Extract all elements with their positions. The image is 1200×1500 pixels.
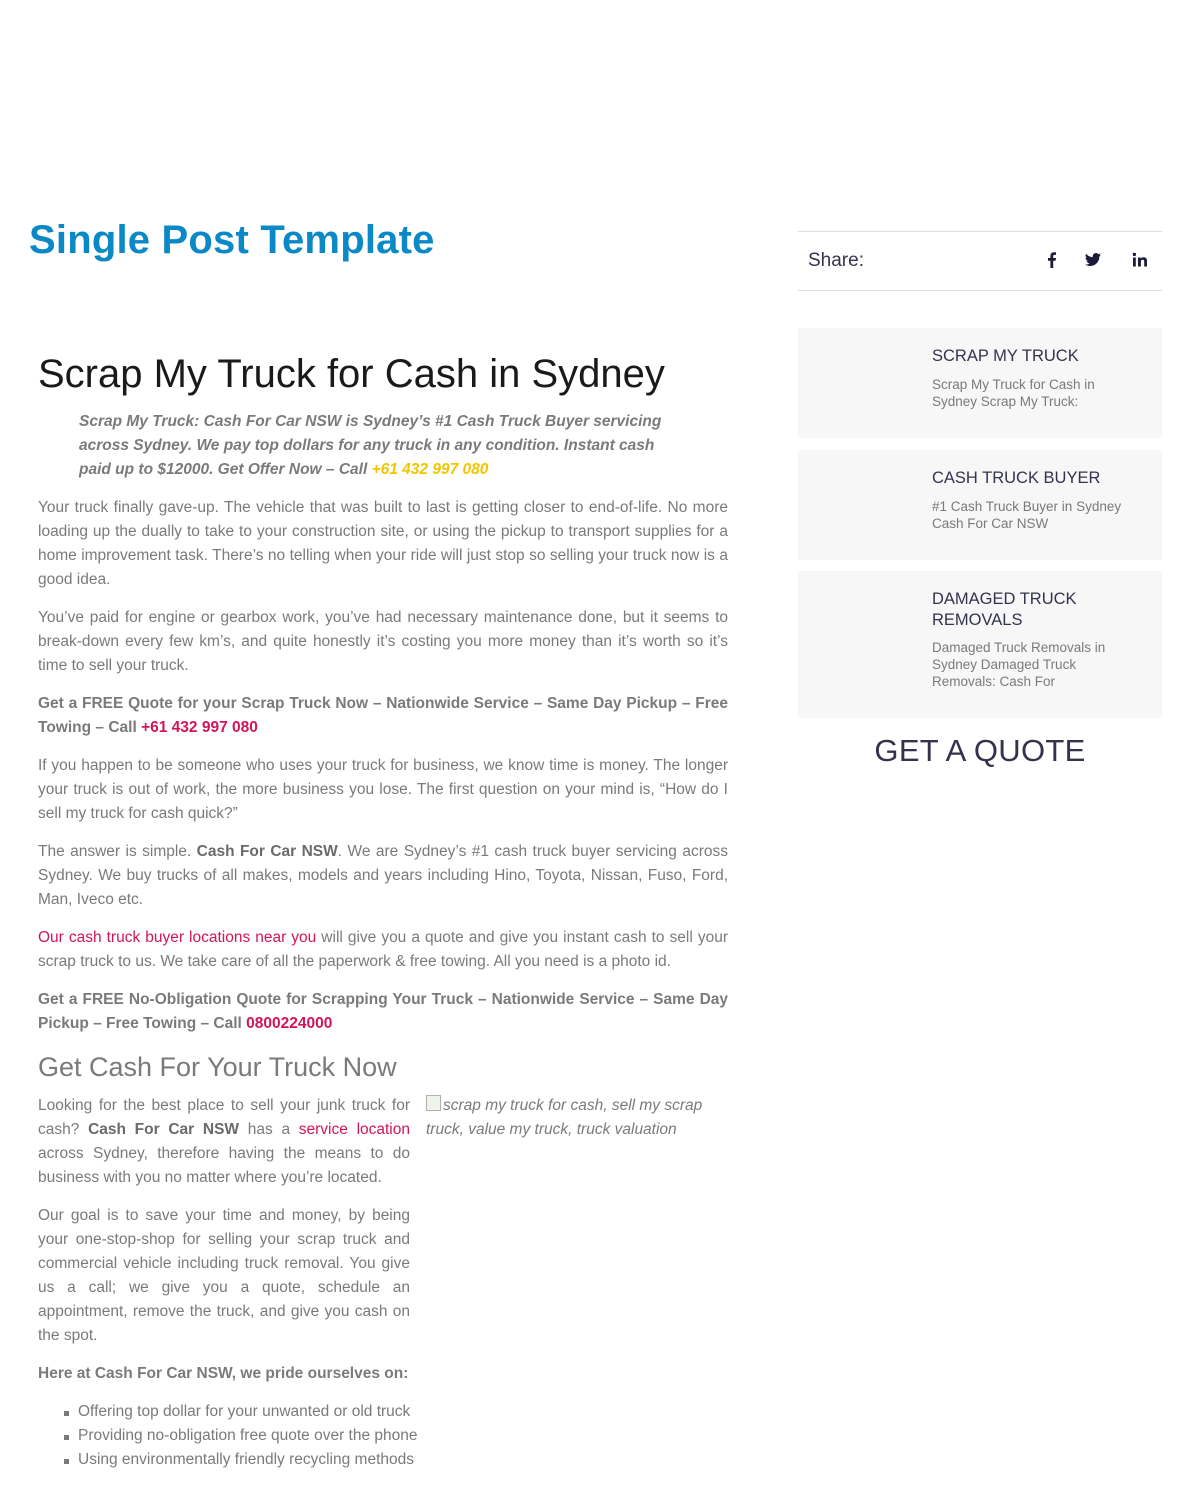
cta-text: Get a FREE No-Obligation Quote for Scrapping Your Truck – Nationwide Service – Same Day Pickup – Free Towing – Call (38, 991, 728, 1032)
image-alt-text: scrap my truck for cash, sell my scrap truck, value my truck, truck valuation (426, 1097, 703, 1138)
card-title[interactable]: CASH TRUCK BUYER (932, 469, 1101, 487)
paragraph (38, 840, 728, 912)
sidebar-card-scrap-my-truck[interactable] (798, 328, 1162, 438)
list-item: Offering top dollar for your unwanted or old truck (64, 1400, 728, 1424)
broken-image-icon (426, 1095, 441, 1111)
share-label: Share: (808, 250, 864, 271)
cta-phone-link[interactable]: +61 432 997 080 (141, 719, 258, 736)
benefits-list (38, 1400, 728, 1472)
cta-text: Get a FREE Quote for your Scrap Truck Now – Nationwide Service – Same Day Pickup – Free Towing – Call (38, 695, 728, 736)
paragraph: Our goal is to save your time and money, by being your one-stop-shop for selling your scrap truck and commercial vehicle including truck removal. You give us a call; we give you a quote, schedule an appointment, remove the truck, and give you cash on the spot. (38, 1207, 410, 1344)
paragraph: If you happen to be someone who uses your truck for business, we know time is money. The longer your truck is out of work, the more business you lose. The first question on your mind is, “How do I sell my truck for cash quick?” (38, 757, 728, 822)
paragraph-text: has a (239, 1121, 299, 1138)
card-title[interactable]: DAMAGED TRUCK REMOVALS (932, 590, 1077, 629)
card-excerpt: Damaged Truck Removals in Sydney Damaged Truck Removals: Cash For (932, 640, 1106, 689)
twitter-icon[interactable] (1083, 250, 1103, 270)
card-excerpt: Scrap My Truck for Cash in Sydney Scrap My Truck: (932, 377, 1095, 409)
paragraph-text: . We are Sydney’s #1 cash truck buyer servicing across Sydney. We buy trucks of all makes, models and years including Hino, Toyota, Nissan, Fuso, Ford, Man, Iveco etc. (38, 843, 728, 908)
paragraph (38, 926, 728, 974)
facebook-icon[interactable] (1042, 250, 1062, 270)
cta-paragraph (38, 988, 728, 1036)
intro-blockquote (79, 410, 688, 482)
truck-image-broken (426, 1094, 728, 1142)
post-title: Scrap My Truck for Cash in Sydney (38, 352, 665, 396)
brand-name: Cash For Car NSW (196, 843, 338, 860)
paragraph-text: The answer is simple. (38, 843, 197, 860)
sidebar-card-cash-truck-buyer[interactable] (798, 450, 1162, 560)
paragraph: Your truck finally gave-up. The vehicle that was built to last is getting closer to end-of-life. No more loading up the dually to take to your construction site, or using the pickup to transport supplies for a home improvement task. There’s no telling when your ride will just stop so selling your truck now is a good idea. (38, 499, 728, 588)
sidebar-card-damaged-truck-removals[interactable] (798, 571, 1162, 718)
paragraph (38, 1094, 410, 1190)
cta-phone-link[interactable]: 0800224000 (246, 1015, 333, 1032)
service-location-link[interactable]: service location (298, 1121, 410, 1138)
section-heading: Get Cash For Your Truck Now (38, 1052, 397, 1082)
list-item: Using environmentally friendly recycling methods (64, 1448, 728, 1472)
list-item: Providing no-obligation free quote over the phone (64, 1424, 728, 1448)
paragraph-text: will give you a quote and give you instant cash to sell your scrap truck to us. We take care of all the paperwork & free towing. All you need is a photo id. (38, 929, 728, 970)
brand-name: Cash For Car NSW (88, 1121, 240, 1138)
get-a-quote-heading: GET A QUOTE (874, 733, 1086, 768)
locations-link[interactable]: Our cash truck buyer locations near you (38, 929, 317, 946)
page-template-title: Single Post Template (29, 218, 435, 262)
cta-paragraph (38, 692, 728, 740)
paragraph-text: Looking for the best place to sell your junk truck for cash? (38, 1097, 410, 1138)
linkedin-icon[interactable] (1130, 250, 1150, 270)
intro-text: Scrap My Truck: Cash For Car NSW is Sydney’s #1 Cash Truck Buyer servicing across Sydney. We pay top dollars for any truck in any condition. Instant cash paid up to $12000. Get Offer Now – Call (79, 413, 662, 478)
card-title[interactable]: SCRAP MY TRUCK (932, 347, 1079, 365)
card-excerpt: #1 Cash Truck Buyer in Sydney Cash For Car NSW (932, 499, 1122, 531)
share-bar (798, 231, 1162, 291)
paragraph: You’ve paid for engine or gearbox work, you’ve had necessary maintenance done, but it seems to break-down every few km’s, and quite honestly it’s costing you more money than it’s worth so it’s time to sell your truck. (38, 609, 728, 674)
paragraph-text: across Sydney, therefore having the means to do business with you no matter where you’re located. (38, 1145, 410, 1186)
intro-phone-link[interactable]: +61 432 997 080 (371, 461, 489, 478)
article (38, 348, 728, 1472)
pride-heading: Here at Cash For Car NSW, we pride ourselves on: (38, 1365, 409, 1382)
